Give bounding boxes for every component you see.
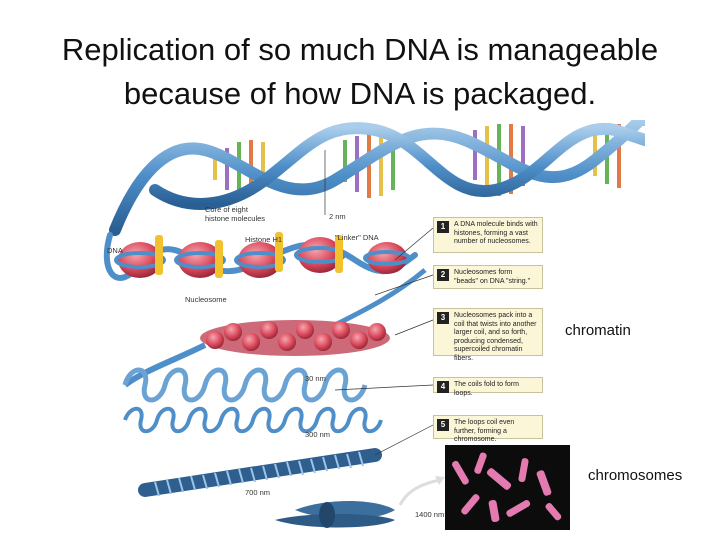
step-3-number: 3 bbox=[437, 312, 449, 324]
step-2-number: 2 bbox=[437, 269, 449, 281]
step-5-number: 5 bbox=[437, 419, 449, 431]
histone-h1-label: Histone H1 bbox=[245, 235, 283, 244]
chromatin-fiber-30nm bbox=[125, 270, 425, 385]
scale-300nm-label: 300 nm bbox=[305, 430, 331, 439]
step-1-text: A DNA molecule binds with histones, forming a vast number of nucleosomes. bbox=[454, 221, 538, 245]
step-4-text: The coils fold to form loops. bbox=[454, 381, 519, 397]
dna-packaging-figure bbox=[95, 120, 645, 530]
step-2-text: Nucleosomes form "beads" on DNA "string." bbox=[454, 269, 531, 285]
dna-label: DNA bbox=[107, 246, 123, 255]
chromosomes-label: chromosomes bbox=[588, 467, 683, 484]
step-4-number: 4 bbox=[437, 381, 449, 393]
dna-double-helix bbox=[115, 120, 645, 230]
linker-dna-label: "Linker" DNA bbox=[335, 233, 379, 242]
step-3-callout bbox=[433, 308, 543, 362]
slide-title: Replication of so much DNA is manageable because of how DNA is packaged. bbox=[61, 32, 659, 111]
step-5-text: The loops coil even further, forming a chromosome. bbox=[454, 419, 515, 443]
scale-700nm-label: 700 nm bbox=[245, 488, 271, 497]
histone-core-label: Core of eight histone molecules bbox=[205, 205, 266, 223]
step-1-callout bbox=[433, 217, 543, 253]
step-2-callout bbox=[433, 265, 543, 289]
looped-domains-300nm bbox=[125, 370, 381, 431]
nucleosome-label: Nucleosome bbox=[185, 295, 227, 304]
step-5-callout bbox=[433, 415, 543, 443]
step-1-number: 1 bbox=[437, 221, 449, 233]
step-3-text: Nucleosomes pack into a coil that twists into another larger coil, and so forth, producing condensed, supercoiled chromatin fibers. bbox=[454, 312, 537, 362]
chromatin-label: chromatin bbox=[565, 322, 631, 339]
step-4-callout bbox=[433, 377, 543, 397]
dna-packaging-illustration bbox=[95, 120, 645, 530]
scale-2nm-label: 2 nm bbox=[329, 212, 346, 221]
scale-30nm-label: 30 nm bbox=[305, 374, 326, 383]
scale-1400nm-label: 1400 nm bbox=[415, 510, 445, 519]
